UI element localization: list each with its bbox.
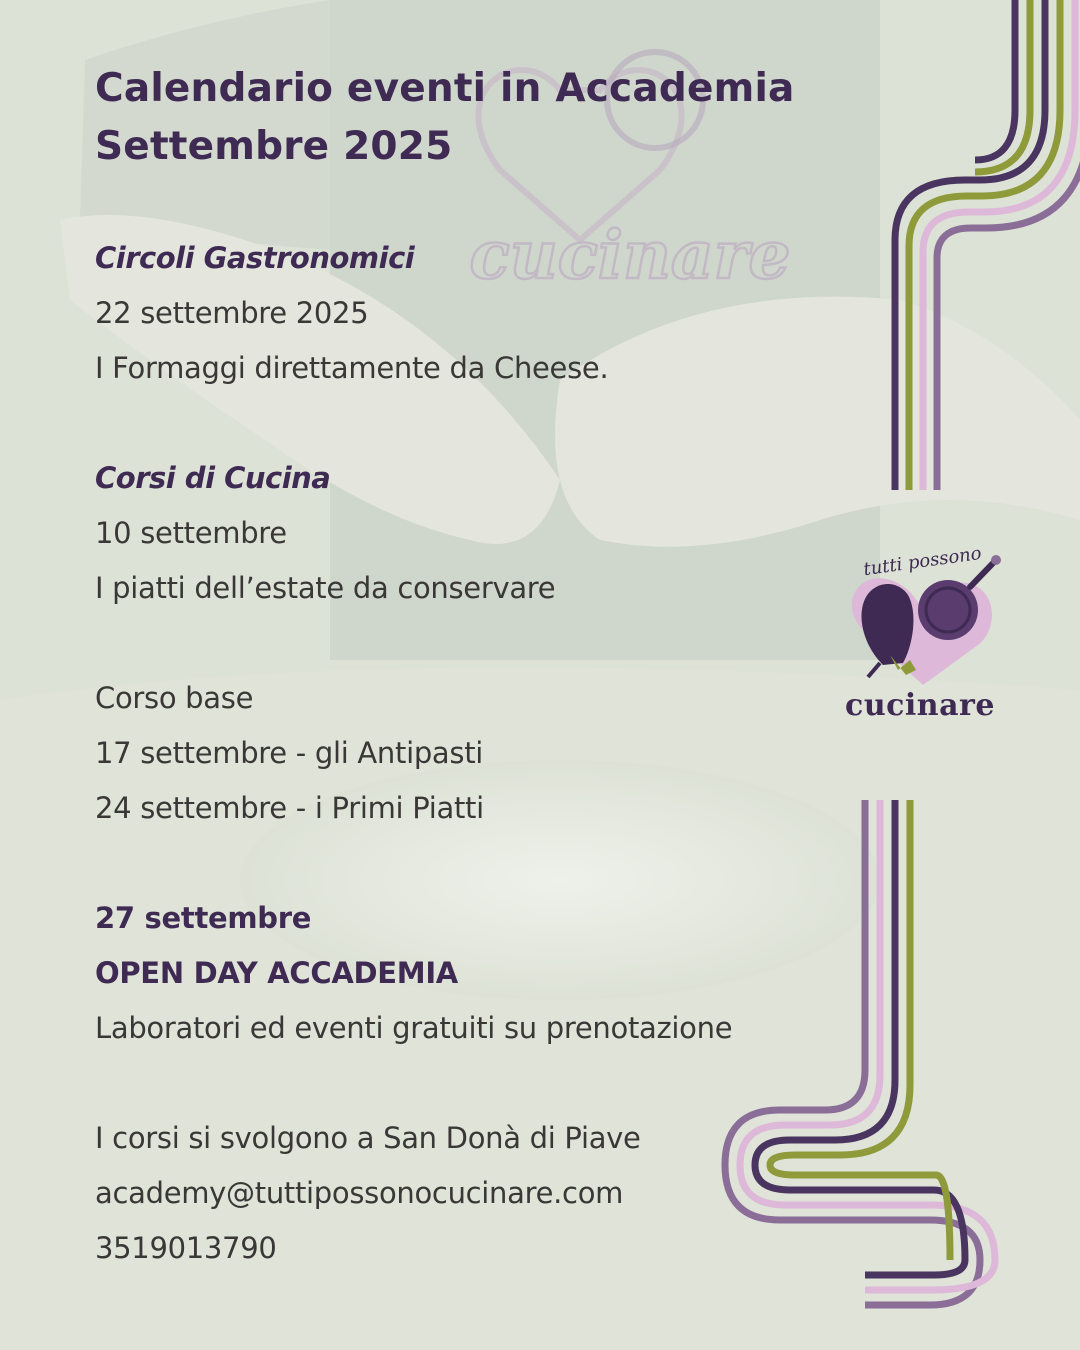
logo-top-text: tutti possono <box>862 542 983 581</box>
brand-logo <box>838 535 1008 725</box>
open-day-title: OPEN DAY ACCADEMIA <box>95 956 458 990</box>
list-item: 17 settembre - gli Antipasti <box>95 736 484 770</box>
logo-bottom-text: cucinare <box>845 688 995 723</box>
open-day-description: Laboratori ed eventi gratuiti su prenotazione <box>95 1011 733 1045</box>
event-description: I Formaggi direttamente da Cheese. <box>95 351 609 385</box>
event-description: I piatti dell’estate da conservare <box>95 571 556 605</box>
section-heading-corsi: Corsi di Cucina <box>95 461 331 495</box>
page-title <box>95 60 835 176</box>
event-calendar <box>95 60 835 1276</box>
event-date: 22 settembre 2025 <box>95 296 369 330</box>
section-circoli <box>95 231 835 396</box>
list-item: 24 settembre - i Primi Piatti <box>95 791 484 825</box>
watermark-text: cucinare <box>469 216 791 294</box>
email-link[interactable]: academy@tuttipossonocucinare.com <box>95 1176 624 1210</box>
title-line-1: Calendario eventi in Accademia <box>95 66 795 111</box>
section-heading-circoli: Circoli Gastronomici <box>95 241 415 275</box>
section-open-day <box>95 891 835 1056</box>
open-day-date: 27 settembre <box>95 901 312 935</box>
title-line-2: Settembre 2025 <box>95 124 453 169</box>
location-text: I corsi si svolgono a San Donà di Piave <box>95 1121 641 1155</box>
section-heading-corso-base: Corso base <box>95 681 254 715</box>
section-corsi <box>95 451 835 616</box>
section-corso-base <box>95 671 835 836</box>
decorative-stripes-top <box>880 0 1080 490</box>
event-date: 10 settembre <box>95 516 287 550</box>
phone-number[interactable]: 3519013790 <box>95 1231 277 1265</box>
section-contact <box>95 1111 835 1276</box>
